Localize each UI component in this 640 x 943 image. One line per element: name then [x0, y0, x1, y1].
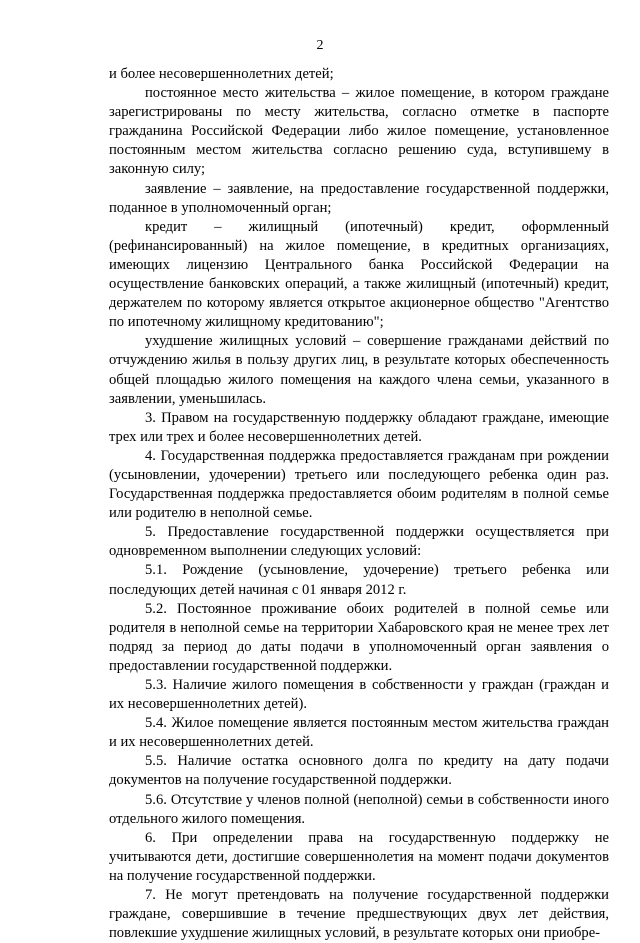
paragraph-clause-7: 7. Не могут претендовать на получение государственной поддержки граждане, совершившие в течение предшествующих двух лет действия, повлекшие ухудшение жилищных условий, в результате которых они приобре- — [109, 887, 609, 942]
paragraph-definition-residence: постоянное место жительства – жилое помещение, в котором граждане зарегистрированы по месту жительства, согласно отметке в паспорте гражданина Российской Федерации либо жилое помещение, установленное постоянным местом жительства согласно решению суда, вступившему в законную силу; — [109, 85, 609, 178]
paragraph-definition-application: заявление – заявление, на предоставление государственной поддержки, поданное в уполномоченный орган; — [109, 180, 609, 216]
paragraph-definition-worsening: ухудшение жилищных условий – совершение гражданами действий по отчуждению жилья в пользу других лиц, в результате которых обеспеченность общей площадью жилого помещения на каждого члена семьи, указанного в заявлении, уменьшилась. — [109, 333, 609, 407]
paragraph-clause-5: 5. Предоставление государственной поддержки осуществляется при одновременном выполнении следующих условий: — [109, 524, 609, 560]
paragraph-continuation: и более несовершеннолетних детей; — [109, 66, 334, 82]
page-number: 2 — [316, 38, 324, 53]
paragraph-clause-5-4: 5.4. Жилое помещение является постоянным местом жительства граждан и их несовершеннолетних детей. — [109, 715, 609, 751]
paragraph-clause-5-2: 5.2. Постоянное проживание обоих родителей в полной семье или родителя в неполной семье на территории Хабаровского края не менее трех лет подряд за период до даты подачи в уполномоченный орган заявления о предоставлении государственной поддержки. — [109, 600, 609, 674]
paragraph-clause-5-1: 5.1. Рождение (усыновление, удочерение) третьего ребенка или последующих детей начиная с 01 января 2012 г. — [109, 562, 609, 598]
paragraph-clause-5-6: 5.6. Отсутствие у членов полной (неполной) семьи в собственности иного отдельного жилого помещения. — [109, 791, 609, 827]
paragraph-clause-3: 3. Правом на государственную поддержку обладают граждане, имеющие трех или трех и более несовершеннолетних детей. — [109, 409, 609, 445]
paragraph-clause-5-3: 5.3. Наличие жилого помещения в собственности у граждан (граждан и их несовершеннолетних детей). — [109, 677, 609, 713]
paragraph-definition-credit: кредит – жилищный (ипотечный) кредит, оформленный (рефинансированный) на жилое помещение, в кредитных организациях, имеющих лицензию Центрального банка Российской Федерации на осуществление банковских операций, а также жилищный (ипотечный) кредит, держателем по которому является открытое акционерное общество "Агентство по ипотечному жилищному кредитованию"; — [109, 218, 609, 331]
paragraph-clause-5-5: 5.5. Наличие остатка основного долга по кредиту на дату подачи документов на получение государственной поддержки. — [109, 753, 609, 789]
paragraph-clause-6: 6. При определении права на государственную поддержку не учитываются дети, достигшие совершеннолетия на момент подачи документов на получение государственной поддержки. — [109, 829, 609, 884]
document-body — [109, 65, 609, 943]
paragraph-clause-4: 4. Государственная поддержка предоставляется гражданам при рождении (усыновлении, удочерении) третьего или последующего ребенка один раз. Государственная поддержка предоставляется обоим родителям в полной семье или родителю в неполной семье. — [109, 447, 609, 522]
